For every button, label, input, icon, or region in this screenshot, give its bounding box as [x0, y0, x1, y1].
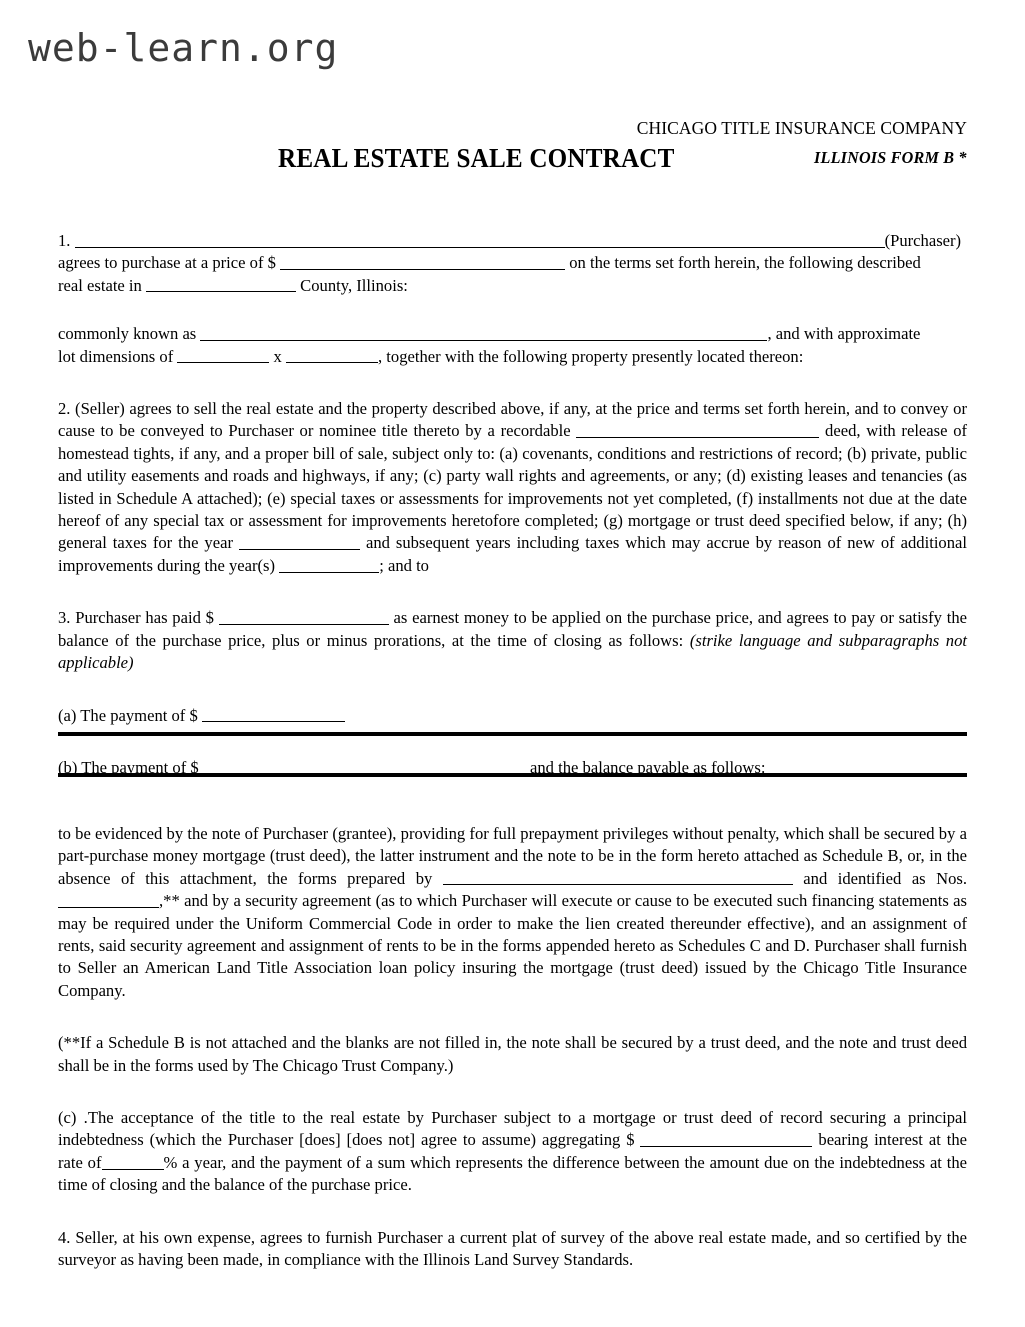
terms-text: on the terms set forth herein, the following described [569, 253, 921, 273]
clause-3 [58, 607, 967, 674]
footnote-schedule-b: (**If a Schedule B is not attached and the blanks are not filled in, the note shall be secured by a trust deed, and the note and trust deed shall be in the forms used by The Chicago Trust Company.) [58, 1033, 967, 1075]
clause-1-number: 1. [58, 231, 71, 250]
commonly-known-label: commonly known as [58, 324, 197, 344]
site-watermark: web-learn.org [28, 26, 339, 70]
clause-1-line-5 [58, 346, 967, 368]
document-body-lower [58, 823, 967, 1272]
clause-2-text-b: deed, with release of homestead tights, if any, and a proper bill of sale, subject only to: (a) covenants, conditions and restrictions of record; (b) private, public and utility easements and roads and highways, if any; (c) party wall rights and agreements, or any; (d) existing leases and tenancies (as listed in Schedule A attached); (e) special taxes or assessments for improvements not yet completed, (f) installments not due at the date hereof of any special tax or assessment for improvements heretofore completed; (g) mortgage or trust deed specified below, if any; (h) general taxes for the year [58, 421, 968, 553]
note-text-c: ,** and by a security agreement (as to which Purchaser will execute or cause to be executed such financing statements as may be required under the Uniform Commercial Code in order to make the lien created thereunder effective), and an assignment of rents, said security agreement and assignment of rents to be in the forms appended hereto as Schedules C and D. Purchaser shall furnish to Seller an American Land Title Association loan policy insuring the mortgage (trust deed) issued by the Chicago Title Insurance Company. [58, 891, 967, 1000]
clause-1-line-3 [58, 275, 967, 297]
real-estate-in-label: real estate in [58, 275, 142, 295]
clause-3b-tail: and the balance payable as follows: [530, 757, 766, 777]
price-label: agrees to purchase at a price of $ [58, 253, 276, 273]
clause-4: 4. Seller, at his own expense, agrees to furnish Purchaser a current plat of survey of the above real estate made, and so certified by the surveyor as having been made, in compliance with the Illinois Land Survey Standards. [58, 1227, 967, 1270]
page-title: REAL ESTATE SALE CONTRACT [278, 143, 675, 173]
spacer [58, 1077, 967, 1107]
clause-2-text-c: and subsequent years including taxes which may accrue by reason of new of additional improvements during the year(s) [58, 533, 968, 575]
county-illinois-label: County, Illinois: [300, 275, 408, 295]
earnest-money-blank[interactable] [219, 608, 389, 625]
horizontal-rule [58, 732, 967, 736]
forms-preparer-blank[interactable] [443, 869, 793, 886]
form-designation: ILLINOIS FORM B * [814, 148, 967, 167]
improvement-years-blank[interactable] [279, 556, 379, 573]
spacer [58, 297, 967, 323]
clause-3c-text-a: (c) .The acceptance of the title to the real estate by Purchaser subject to a mortgage or trust deed of record securing a principal indebtedness (which the Purchaser [does] [does not] agree to assume) aggregating $ [58, 1108, 967, 1150]
deed-type-blank[interactable] [576, 421, 819, 438]
note-clause [58, 823, 967, 1002]
clause-3a-label: (a) The payment of $ [58, 705, 198, 725]
clause-2-text-d: ; and to [379, 555, 429, 575]
aggregate-indebtedness-blank[interactable] [640, 1130, 812, 1147]
spacer [58, 675, 967, 705]
clause-3c-text-b: bearing interest at the rate of [58, 1130, 967, 1172]
clause-3c [58, 1107, 967, 1197]
tax-year-blank[interactable] [239, 533, 360, 550]
section-divider-bottom [58, 773, 967, 777]
purchaser-name-blank[interactable] [75, 231, 885, 248]
common-address-blank[interactable] [200, 324, 767, 341]
clause-1-line-4 [58, 323, 967, 345]
clause-2 [58, 398, 967, 577]
clause-3c-text-c: % a year, and the payment of a sum which represents the difference between the amount due on the indebtedness at the time of closing and the balance of the purchase price. [58, 1152, 967, 1195]
note-text-b: and identified as Nos. [803, 868, 968, 888]
clause-1 [58, 230, 967, 252]
purchase-price-blank[interactable] [280, 253, 565, 270]
lot-tail-text: , together with the following property presently located thereon: [378, 346, 804, 366]
approximate-label: , and with approximate [767, 324, 921, 344]
document-body-upper [58, 230, 967, 779]
horizontal-rule [58, 773, 967, 777]
document-header [58, 118, 967, 180]
clause-3b-label: (b) The payment of $ [58, 757, 199, 777]
spacer [58, 1002, 967, 1032]
clause-3-text-b: as earnest money to be applied on the purchase price, and agrees to pay or satisfy the balance of the purchase price, plus or minus prorations, at the time of closing as follows: [58, 608, 968, 650]
company-name: CHICAGO TITLE INSURANCE COMPANY [636, 118, 967, 138]
title-row [58, 143, 967, 175]
clause-3a [58, 705, 967, 727]
spacer [58, 368, 967, 398]
interest-rate-blank[interactable] [102, 1153, 164, 1170]
spacer [58, 1197, 967, 1227]
lot-width-blank[interactable] [177, 347, 269, 364]
spacer [58, 577, 967, 607]
dimension-x: x [273, 346, 282, 366]
payment-a-blank[interactable] [202, 705, 345, 722]
clause-2-text-a: 2. (Seller) agrees to sell the real estate and the property described above, if any, at the price and terms set forth herein, and to convey or cause to be conveyed to Purchaser or nominee title thereto by a recordable [58, 399, 967, 441]
clause-3-strike-note: (strike language and subparagraphs not applicable) [58, 630, 968, 673]
section-divider-top [58, 732, 967, 736]
lot-dimensions-label: lot dimensions of [58, 346, 174, 366]
clause-1-line-2 [58, 252, 967, 274]
clause-3-text-a: 3. Purchaser has paid $ [58, 608, 214, 628]
purchaser-label: (Purchaser) [884, 231, 962, 250]
form-numbers-blank[interactable] [58, 891, 159, 908]
county-blank[interactable] [146, 276, 296, 293]
note-text-a: to be evidenced by the note of Purchaser (grantee), providing for full prepayment privileges without penalty, which shall be secured by a part-purchase money mortgage (trust deed), the latter instrument and the note to be in the form hereto attached as Schedule B, or, in the absence of this attachment, the forms prepared by [58, 824, 967, 888]
lot-depth-blank[interactable] [286, 347, 378, 364]
